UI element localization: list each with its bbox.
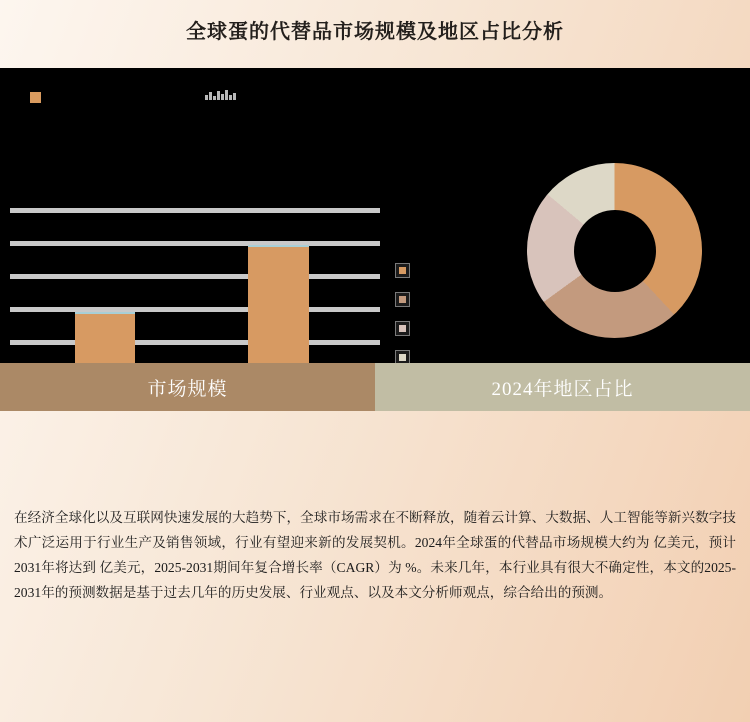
- page-title-text: 全球蛋的代替品市场规模及地区占比分析: [186, 20, 564, 43]
- pie-chart-legend: [395, 263, 410, 365]
- legend-marker: [395, 263, 410, 278]
- donut-center-hole: [574, 210, 656, 292]
- donut-chart: [527, 163, 702, 338]
- bar-chart-legend: [30, 92, 47, 103]
- tab-region-share[interactable]: [375, 363, 750, 411]
- bar-chart-secondary-legend: [205, 90, 241, 100]
- chart-panel: [0, 68, 750, 363]
- description-text: [14, 505, 736, 605]
- description-paragraph: 在经济全球化以及互联网快速发展的大趋势下，全球市场需求在不断释放，随着云计算、大数据、人工智能等新兴数字技术广泛运用于行业生产及销售领域，行业有望迎来新的发展契机。2024年全球蛋的代替品市场规模大约为 亿美元，预计2031年将达到 亿美元，2025-2031期间年复合增长率（CAGR）为 %。未来几年，本行业具有很大不确定性，本文的2025-2031年的预测数据是基于过去几年的历史发展、行业观点、以及本文分析师观点，综合给出的预测。: [14, 510, 736, 600]
- bar-glyph-icon: [205, 90, 236, 100]
- section-tabs: [0, 363, 750, 411]
- legend-color-swatch: [30, 92, 41, 103]
- tab-market-size-label: 市场规模: [147, 378, 228, 400]
- legend-marker: [395, 292, 410, 307]
- tab-region-share-label: 2024年地区占比: [491, 378, 634, 400]
- tab-market-size[interactable]: [0, 363, 375, 411]
- page-title: [0, 0, 750, 58]
- legend-marker: [395, 321, 410, 336]
